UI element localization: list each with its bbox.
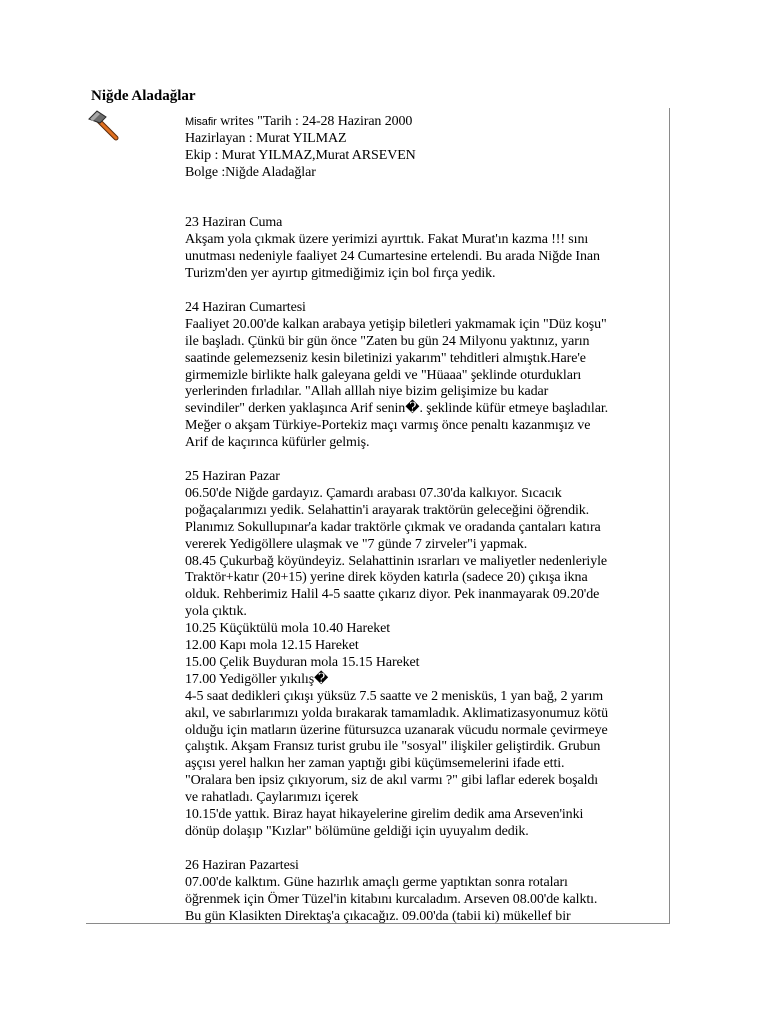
post-sections [185, 215, 669, 925]
author-name: Misafir [185, 116, 217, 128]
post-body [185, 114, 669, 925]
section-line: 08.45 Çukurbağ köyündeyiz. Selahattinin ısrarları ve maliyetler nedenleriyle [185, 553, 607, 569]
section-line: 07.00'de kalktım. Güne hazırlık amaçlı germe yaptıktan sonra rotaları [185, 874, 568, 890]
header-line: Hazirlayan : Murat YILMAZ [185, 130, 347, 146]
section-line: çalıştık. Akşam Fransız turist grubu ile "sosyal" ilişkiler geliştirdik. Grubun [185, 739, 601, 755]
section-line: Akşam yola çıkmak üzere yerimizi ayırttık. Fakat Murat'ın kazma !!! sını [185, 232, 589, 248]
section-heading: 26 Haziran Pazartesi [185, 857, 299, 873]
section-line: 10.15'de yattık. Biraz hayat hikayelerine girelim dedik ama Arseven'inki [185, 807, 584, 823]
section-line: saatinde gelemezseniz kesin biletinizi yakarım" tehditleri almıştık.Hare'e [185, 350, 586, 366]
post-first-line [185, 114, 669, 131]
section-line: 06.50'de Niğde gardayız. Çamardı arabası 07.30'da kalkıyor. Sıcacık [185, 485, 562, 501]
section-line: Arif de kaçırınca küfürler gelmiş. [185, 435, 370, 451]
section-heading: 23 Haziran Cuma [185, 215, 283, 231]
section-line: 12.00 Kapı mola 12.15 Hareket [185, 638, 359, 654]
section-line: girmemizle birlikte halk galeyana geldi ve "Hüaaa" şeklinde oturdukları [185, 367, 582, 383]
section-line: Traktör+katır (20+15) yerine direk köyden katırla (sadece 20) çıkışa ikna [185, 570, 588, 586]
section-line: Planımız Sokullupınar'a kadar traktörle çıkmak ve oradanda çantaları katıra [185, 519, 601, 535]
section-line: dönüp dolaşıp "Kızlar" bölümüne geldiği için uyuyalım dedik. [185, 824, 529, 840]
post-container [86, 108, 670, 924]
section-line: "Oralara ben ipsiz çıkıyorum, siz de akıl varmı ?" gibi laflar ederek boşaldı [185, 773, 599, 789]
section-line: yerlerinden fırladılar. "Allah alllah niye bizim gelişimize bu kadar [185, 384, 549, 400]
section-heading: 24 Haziran Cumartesi [185, 299, 306, 315]
section-line: ve rahatladı. Çaylarımızı içerek [185, 790, 359, 806]
page-title: Niğde Aladağlar [91, 88, 196, 104]
section-line: unutması nedeniyle faaliyet 24 Cumartesine ertelendi. Bu arada Niğde Inan [185, 249, 600, 265]
section-line: poğaçalarımızı yedik. Selahattin'i arayarak traktörün geleceğini öğrendik. [185, 502, 590, 518]
section-line: Bu gün Klasikten Direktaş'a çıkacağız. 09.00'da (tabii ki) mükellef bir [185, 908, 571, 924]
section-heading: 25 Haziran Pazar [185, 468, 280, 484]
section-line: ile başladı. Çünkü bir gün önce "Zaten bu gün 24 Milyonu yaktınız, yarın [185, 333, 590, 349]
section-line: 4-5 saat dedikleri çıkışı yüksüz 7.5 saatte ve 2 menisküs, 1 yan bağ, 2 yarım [185, 688, 604, 704]
section-line: akıl, ve sabırlarımızı yolda bırakarak tamamladık. Aklimatizasyonumuz kötü [185, 705, 608, 721]
section-line: Turizm'den yer ayırtıp gitmediğimiz için bol fırça yedik. [185, 266, 496, 282]
section-line: aşçısı yerel halkın her zaman yaptığı gibi küçümsemelerini ifade etti. [185, 756, 565, 772]
section-line: olduğu için matların üzerine fütursuzca uzanarak vücudu normale çevirmeye [185, 722, 608, 738]
section-line: vererek Yedigöllere ulaşmak ve "7 günde 7 zirveler"i yapmak. [185, 536, 528, 552]
section-line: yola çıktık. [185, 604, 247, 620]
section-line: Meğer o akşam Türkiye-Portekiz maçı varmış önce penaltı kazanmışız ve [185, 418, 591, 434]
section-line: öğrenmek için Ömer Tüzel'in kitabını kurcaladım. Arseven 08.00'de kalktı. [185, 891, 598, 907]
section-line: Faaliyet 20.00'de kalkan arabaya yetişip biletleri yakmamak için "Düz koşu" [185, 316, 607, 332]
section-line: sevindiler" derken yaklaşınca Arif senin�. şeklinde küfür etmeye başladılar. [185, 401, 609, 417]
post-writes: writes "Tarih : 24-28 Haziran 2000 [216, 114, 413, 129]
section-line: 17.00 Yedigöller yıkılış� [185, 671, 329, 687]
section-line: olduk. Rehberimiz Halil 4-5 saatte çıkarız diyor. Pek inanmayarak 09.20'de [185, 587, 600, 603]
hammer-icon [86, 108, 120, 142]
header-line: Bolge :Niğde Aladağlar [185, 164, 316, 180]
header-line: Ekip : Murat YILMAZ,Murat ARSEVEN [185, 147, 416, 163]
section-line: 10.25 Küçüktülü mola 10.40 Hareket [185, 621, 391, 637]
section-line: 15.00 Çelik Buyduran mola 15.15 Hareket [185, 654, 420, 670]
